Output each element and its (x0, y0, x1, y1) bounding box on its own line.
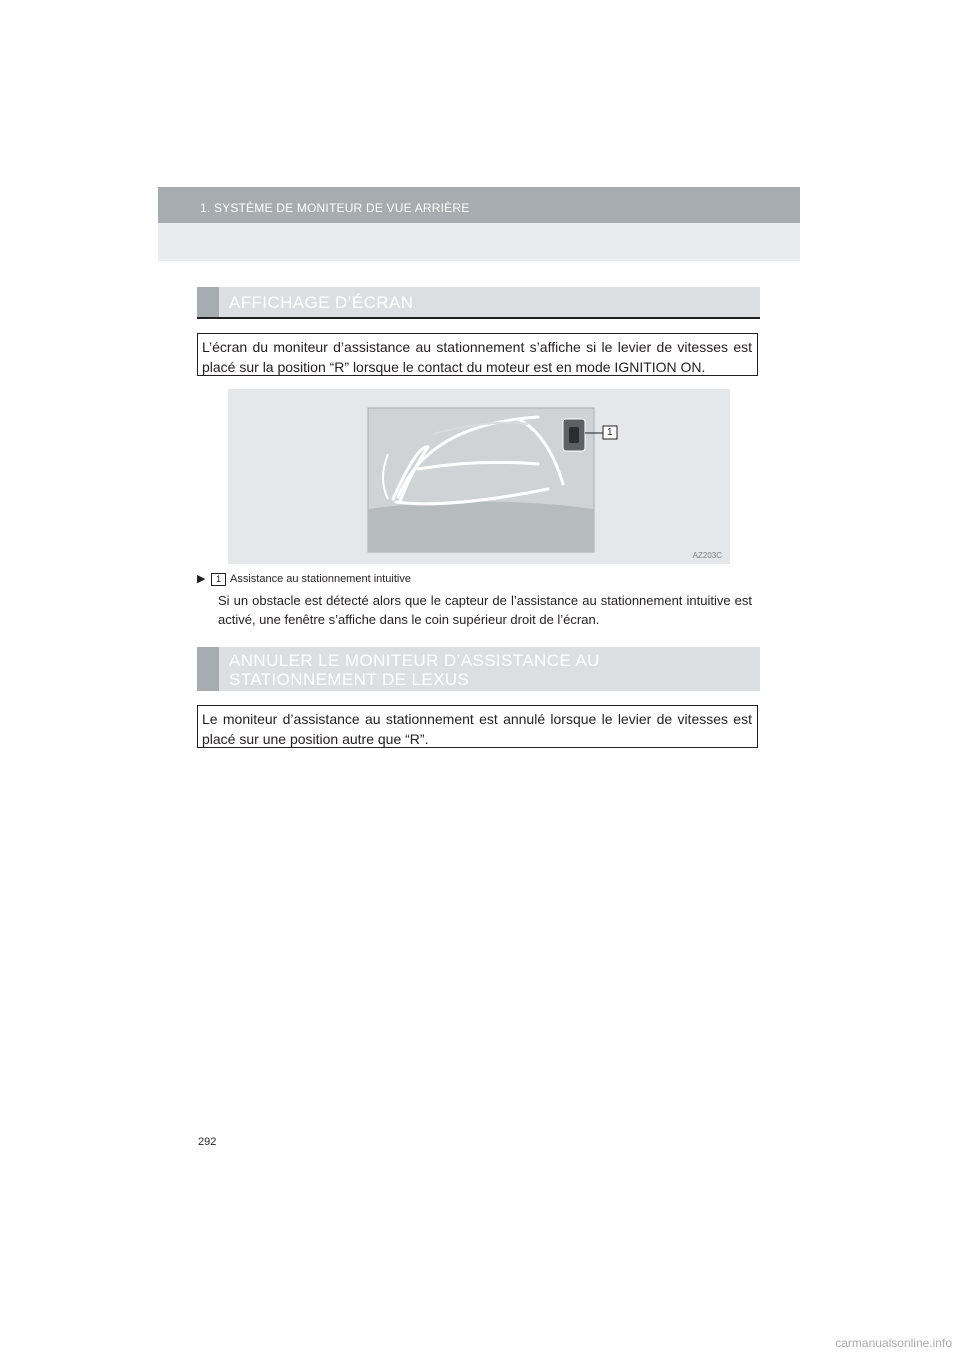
header-subband (158, 223, 800, 261)
section-title-bar (197, 287, 219, 317)
rear-view-screen-figure (228, 389, 730, 564)
bullet-description: Si un obstacle est détecté alors que le capteur de l’assistance au stationnement intuitive est activé, une fenêtre s’affiche dans le coin supérieur droit de l’écran. (218, 593, 752, 627)
chapter-header (158, 187, 800, 223)
bullet-label: Assistance au stationnement intuitive (230, 573, 411, 585)
cancel-box: Le moniteur d’assistance au stationnement est annulé lorsque le levier de vitesses est placé sur une position autre que “R”. (197, 705, 758, 748)
rear-view-screen-illustration (228, 389, 730, 564)
triangle-right-icon: ▶ (197, 573, 206, 585)
section-title-text: AFFICHAGE D’ÉCRAN (229, 293, 414, 312)
page-number: 292 (198, 1136, 217, 1148)
callout-number-badge: 1 (211, 573, 226, 586)
intro-box: L’écran du moniteur d’assistance au stationnement s’affiche si le levier de vitesses est placé sur la position “R” lorsque le contact du moteur est en mode IGNITION ON. (197, 333, 758, 376)
section-title-bar (197, 647, 219, 691)
figure-code: AZ203C (692, 551, 722, 560)
watermark: carmanualsonline.info (835, 1336, 952, 1350)
chapter-title: 1. SYSTÈME DE MONITEUR DE VUE ARRIÈRE (200, 201, 470, 215)
section-title-text: ANNULER LE MONITEUR D’ASSISTANCE AU STATIONNEMENT DE LEXUS (229, 651, 600, 689)
section-title-affichage (197, 287, 760, 319)
bullet-item (197, 572, 411, 586)
section-title-annuler (197, 647, 760, 691)
figure-callout: 1 (607, 427, 613, 438)
